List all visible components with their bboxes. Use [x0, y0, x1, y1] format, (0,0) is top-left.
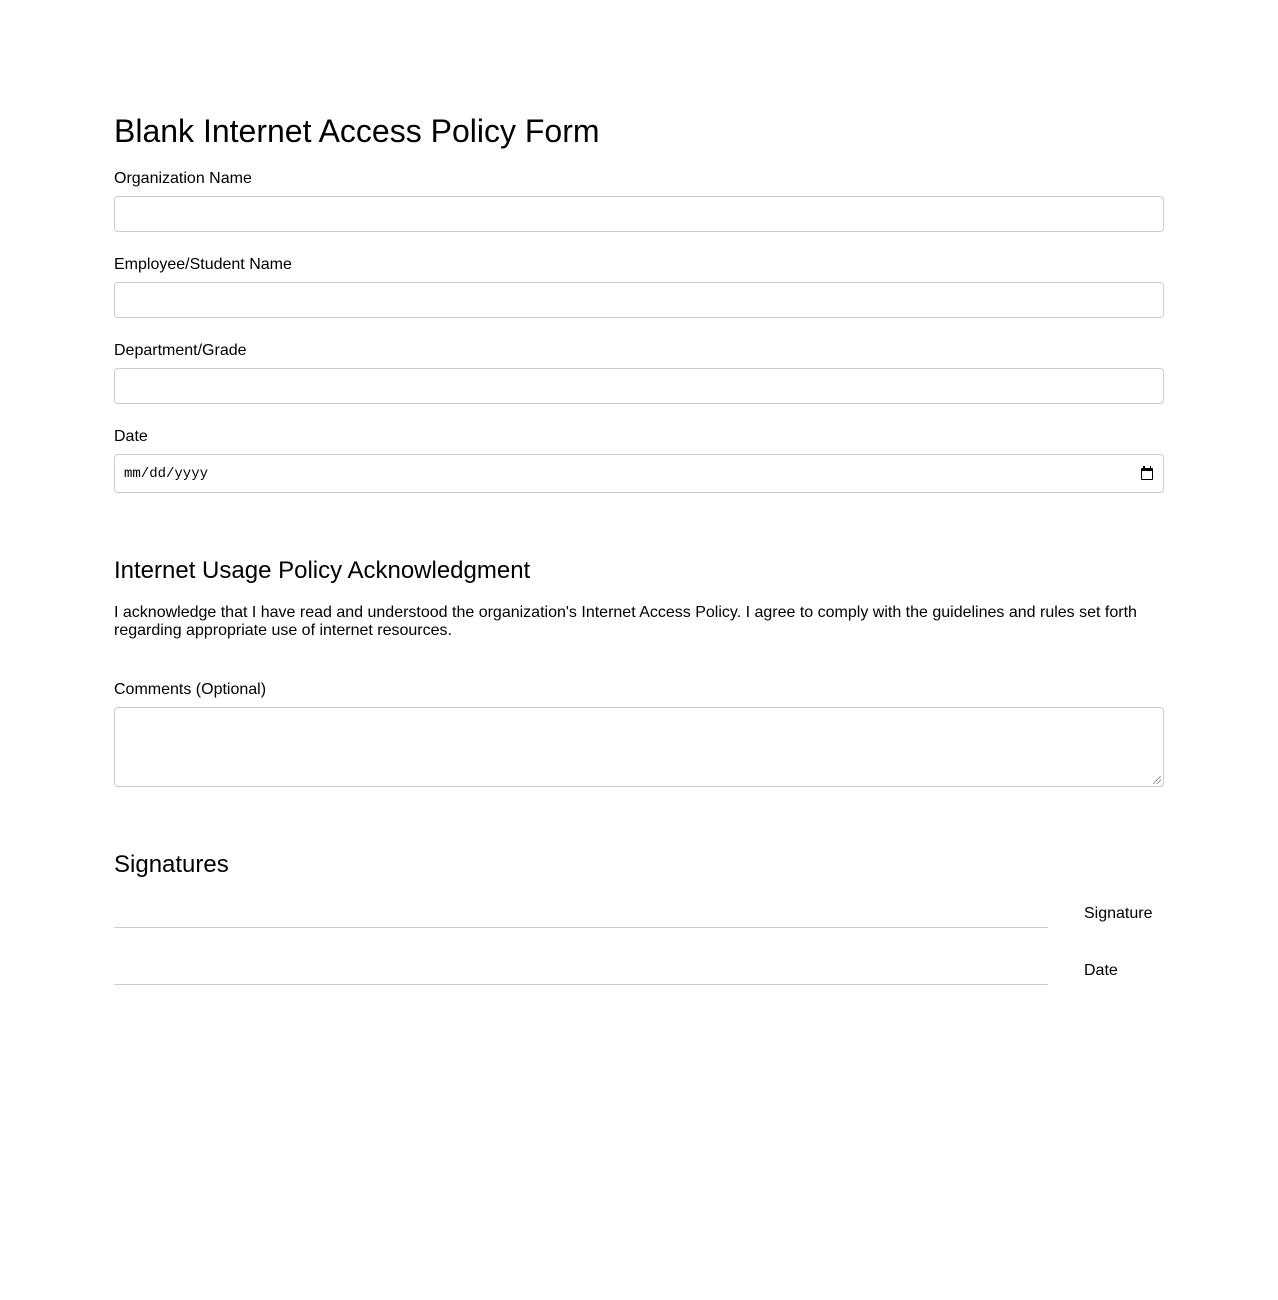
- date-placeholder: mm/dd/yyyy: [124, 465, 209, 482]
- employee-student-name-input[interactable]: [114, 282, 1164, 318]
- date-label: Date: [114, 428, 148, 445]
- department-grade-input[interactable]: [114, 368, 1164, 404]
- acknowledgment-heading: Internet Usage Policy Acknowledgment: [114, 557, 531, 584]
- signature-line[interactable]: [114, 927, 1048, 928]
- department-grade-label: Department/Grade: [114, 342, 247, 359]
- acknowledgment-text: I acknowledge that I have read and understood the organization's Internet Access Policy. I agree to comply with the guidelines and rules set forth regarding appropriate use of internet resources.: [114, 604, 1137, 639]
- signature-date-label: Date: [1084, 962, 1118, 979]
- organization-name-label: Organization Name: [114, 170, 252, 187]
- calendar-icon[interactable]: [1141, 468, 1153, 480]
- organization-name-input[interactable]: [114, 196, 1164, 232]
- employee-student-name-label: Employee/Student Name: [114, 256, 292, 273]
- page-title: Blank Internet Access Policy Form: [114, 113, 600, 149]
- signatures-heading: Signatures: [114, 851, 229, 878]
- signature-label: Signature: [1084, 905, 1153, 922]
- comments-label: Comments (Optional): [114, 681, 267, 698]
- comments-textarea[interactable]: [114, 707, 1164, 787]
- signature-date-line[interactable]: [114, 984, 1048, 985]
- resize-handle-icon[interactable]: [1153, 776, 1161, 784]
- date-input[interactable]: [114, 454, 1164, 493]
